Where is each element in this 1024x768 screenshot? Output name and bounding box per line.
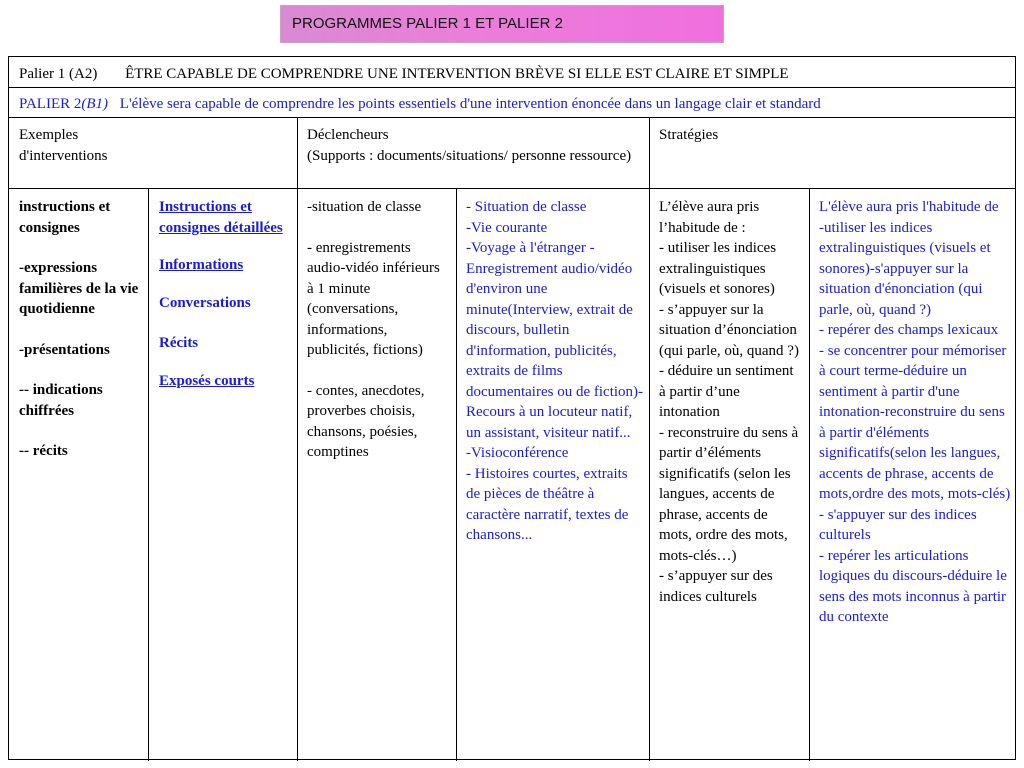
- col1-item: -- indications chiffrées: [19, 382, 103, 419]
- header-exemples: Exemples d'interventions: [19, 127, 108, 164]
- col2-item: Informations: [159, 257, 244, 273]
- col1-item: -expressions familières de la vie quotidienne: [19, 260, 139, 317]
- col3-item: - contes, anecdotes, proverbes choisis, chansons, poésies, comptines: [307, 382, 425, 460]
- palier2-level: (B1): [81, 96, 109, 112]
- col2-item: Conversations: [159, 294, 251, 311]
- palier2-row: [19, 94, 1004, 115]
- col3-item: - enregistrements audio-vidéo inférieurs à 1 minute (conversations, informations, publicités, fictions): [307, 239, 440, 358]
- col6-strategies: L'élève aura pris l'habitude de -utiliser les indices extralinguistiques (visuels et sonores)-s'appuyer sur la situation d'énonciation (qui parle, où, quand ?) - repérer des champs lexicaux - se concentrer pour mémoriser à court terme-déduire un sentiment à partir d'une intonation-reconstruire du sens à partir d'éléments significatifs(selon les langues, accents de phrase, accents de mots,ordre des mots, mots-clés) - s'appuyer sur des indices culturels - repérer les articulations logiques du discours-déduire le sens des mots inconnus à partir du contexte: [819, 199, 1011, 625]
- page-title: PROGRAMMES PALIER 1 ET PALIER 2: [280, 5, 724, 43]
- col1-item: instructions et consignes: [19, 199, 111, 236]
- col2-examples: [159, 197, 291, 391]
- col2-item: Récits: [159, 335, 199, 351]
- palier2-label: PALIER 2: [19, 96, 82, 112]
- palier1-row: [19, 64, 999, 85]
- col1-item: -présentations: [19, 341, 110, 358]
- col3-declencheurs: [307, 197, 449, 463]
- col2-item: Exposés courts: [159, 372, 255, 389]
- col2-item: Instructions et consignes détaillées: [159, 199, 283, 236]
- programme-table: [8, 56, 1016, 760]
- col5-strategies: L’élève aura pris l’habitude de : - utiliser les indices extralinguistiques (visuels et sonores) - s’appuyer sur la situation d’énonciation (qui parle, où, quand ?) - déduire un sentiment à partir d’une intonation - reconstruire du sens à partir d’éléments significatifs (selon les langues, accents de phrase, accents de mots, ordre des mots, mots-clés…) - s’appuyer sur des indices culturels: [659, 199, 799, 605]
- col4-declencheurs: - Situation de classe -Vie courante -Voyage à l'étranger - Enregistrement audio/vidéo d'environ une minute(Interview, extrait de discours, bulletin d'information, publicités, extraits de films documentaires ou de fiction)- Recours à un locuteur natif, un assistant, visiteur natif... -Visioconférence - Histoires courtes, extraits de pièces de théâtre à caractère narratif, textes de chansons...: [466, 199, 644, 543]
- col3-item: -situation de classe: [307, 199, 422, 215]
- col1-item: -- récits: [19, 443, 68, 459]
- col1-examples: [19, 197, 144, 462]
- header-strategies: Stratégies: [659, 127, 719, 143]
- palier1-text: ÊTRE CAPABLE DE COMPRENDRE UNE INTERVENTION BRÈVE SI ELLE EST CLAIRE ET SIMPLE: [125, 66, 789, 82]
- palier2-text: L'élève sera capable de comprendre les points essentiels d'une intervention énoncée dans un langage clair et standard: [119, 96, 821, 112]
- header-declencheurs: Déclencheurs (Supports : documents/situations/ personne ressource): [307, 127, 632, 164]
- palier1-label: Palier 1 (A2): [19, 66, 98, 82]
